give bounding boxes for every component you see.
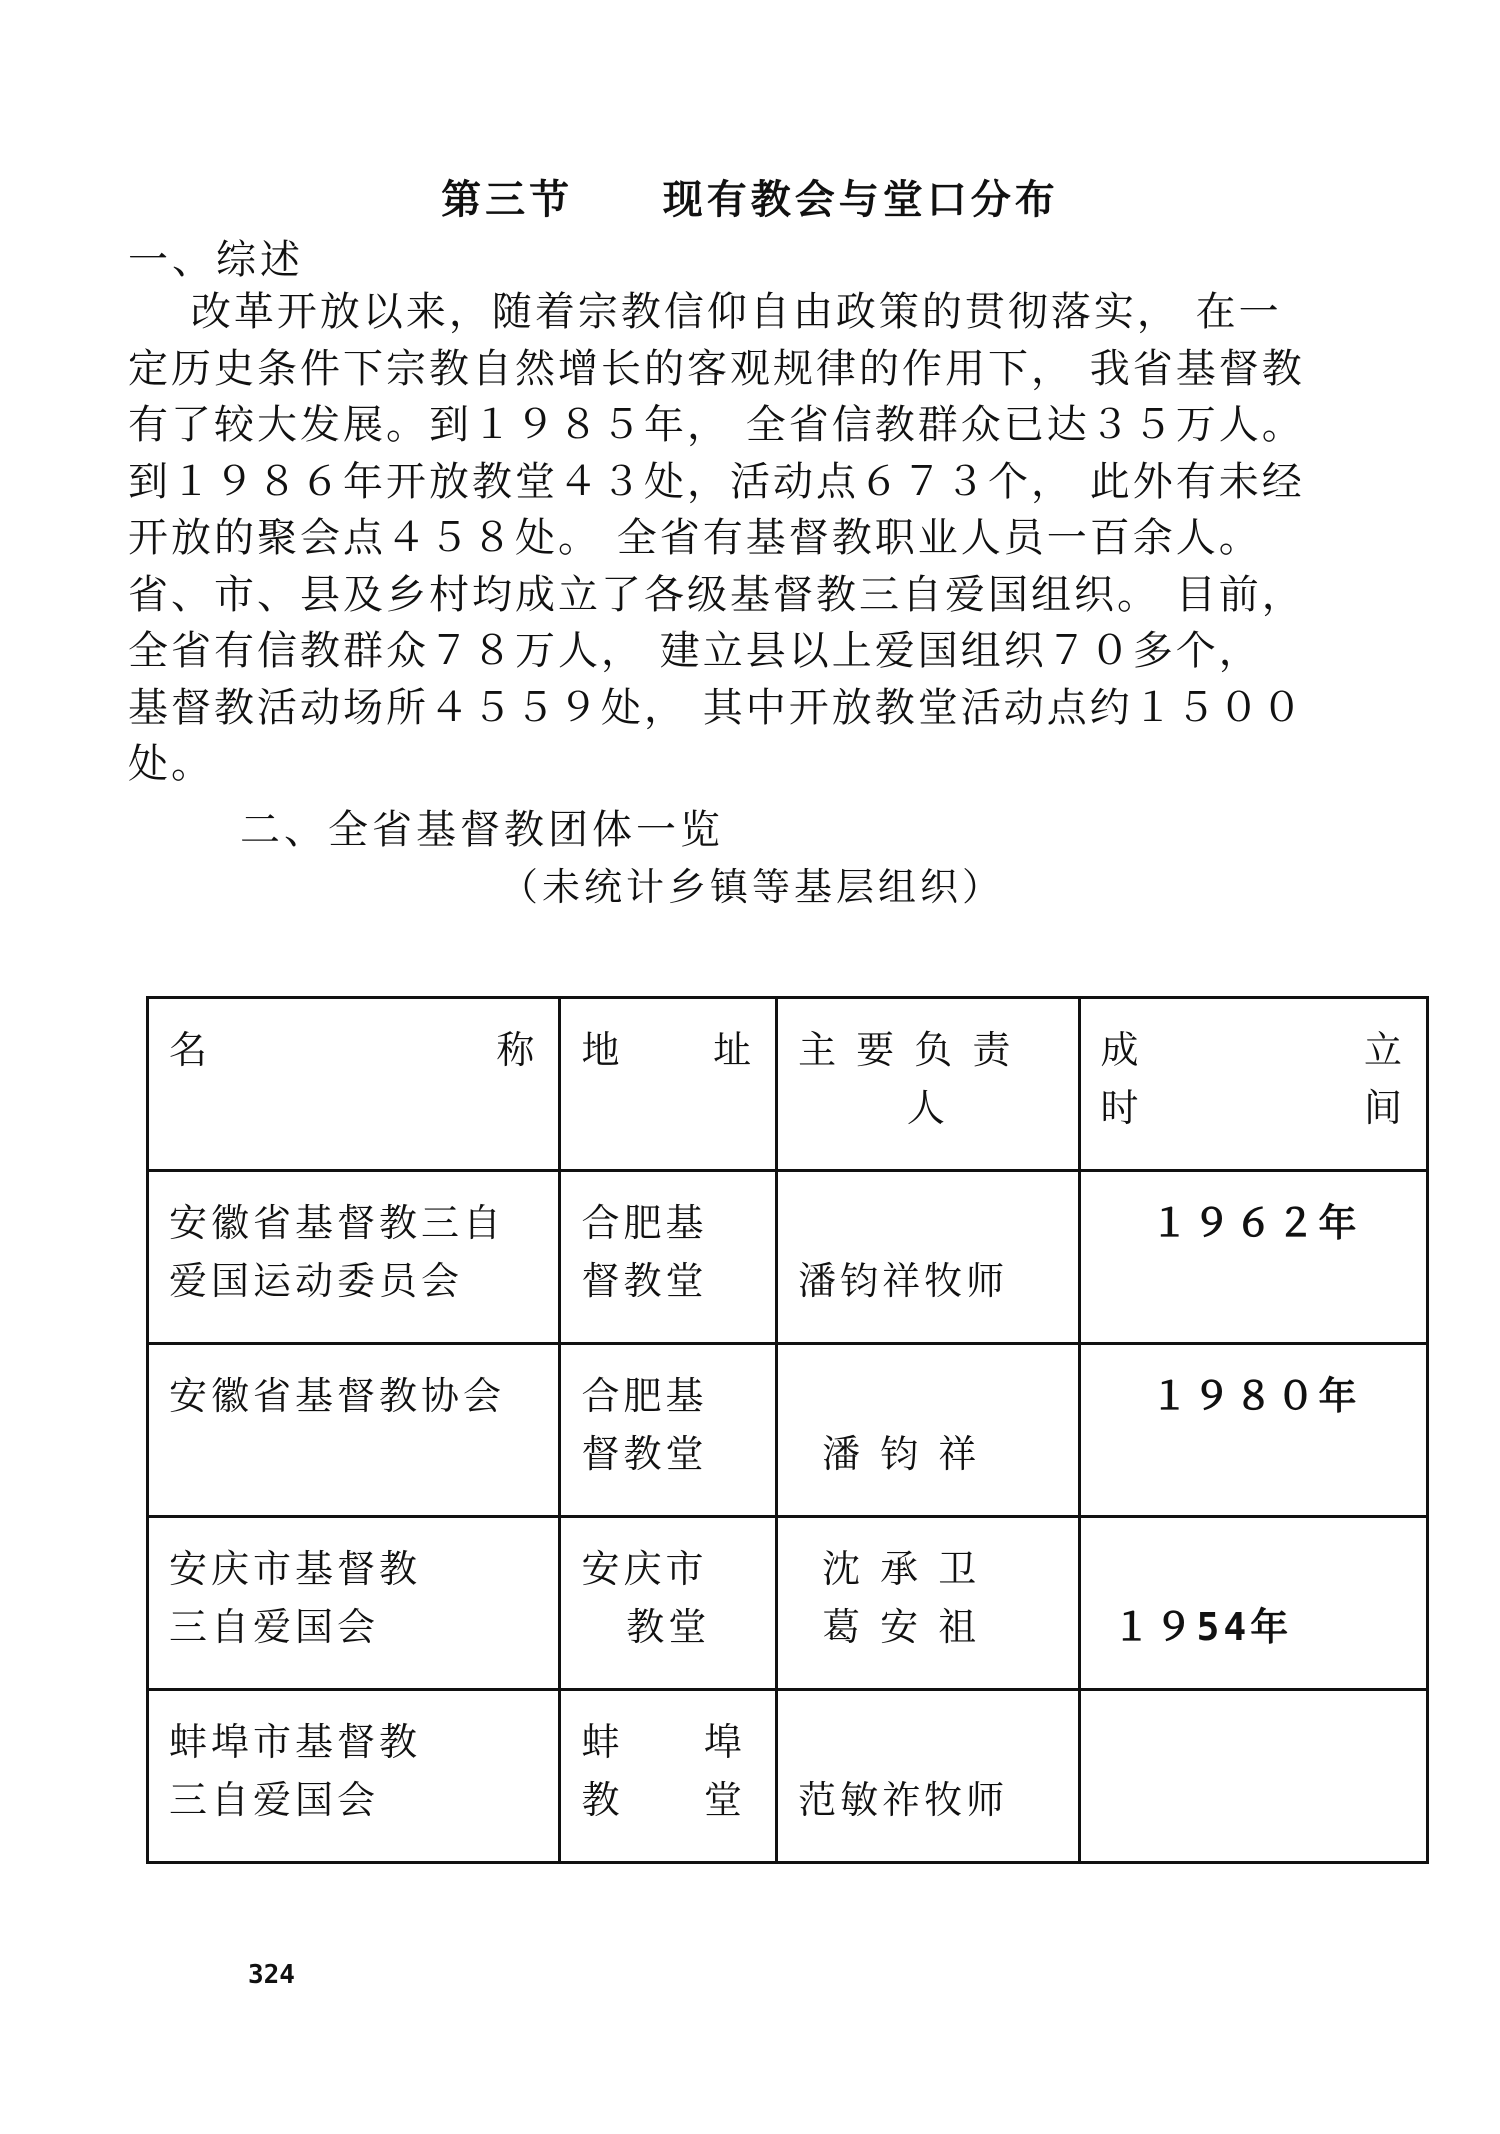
header-leader-line-1: 主 要 负 责 bbox=[798, 1028, 1015, 1072]
cell-leader bbox=[777, 1344, 1079, 1517]
heading-organizations: 二、全省基督教团体一览 bbox=[240, 807, 724, 853]
paragraph-line: 处。 bbox=[128, 741, 214, 787]
cell-name-line-1: 安徽省基督教协会 bbox=[169, 1374, 506, 1418]
page-number: 324 bbox=[248, 1960, 295, 1990]
paragraph-line: 开放的聚会点４５８处。 全省有基督教职业人员一百余人。 bbox=[128, 515, 1262, 561]
cell-name bbox=[148, 1517, 560, 1690]
cell-address bbox=[560, 1690, 777, 1863]
organizations-table bbox=[146, 996, 1429, 1864]
cell-leader-line-2: 潘钧祥牧师 bbox=[798, 1259, 1009, 1303]
header-name bbox=[148, 998, 560, 1171]
paragraph-line: 省、市、县及乡村均成立了各级基督教三自爱国组织。 目前， bbox=[128, 571, 1305, 618]
cell-founded-line-2 bbox=[1101, 1771, 1406, 1829]
cell-address-line-2: 督教堂 bbox=[581, 1259, 708, 1303]
table-row bbox=[148, 1517, 1428, 1690]
cell-address-line-2: 教堂 bbox=[626, 1605, 711, 1649]
cell-address-line-2: 督教堂 bbox=[581, 1432, 708, 1476]
header-address-b: 址 bbox=[713, 1028, 756, 1072]
cell-address-line-1: 蚌 埠 bbox=[581, 1720, 746, 1764]
paragraph-line: 全省有信教群众７８万人， 建立县以上爱国组织７０多个， bbox=[128, 628, 1262, 674]
paragraph-line: 改革开放以来，随着宗教信仰自由政策的贯彻落实， 在一 bbox=[128, 289, 1282, 335]
cell-founded-line-1: １９６２年 bbox=[1150, 1201, 1361, 1245]
cell-name-line-1: 安徽省基督教三自 bbox=[169, 1201, 506, 1245]
cell-name-line-1: 安庆市基督教 bbox=[169, 1547, 422, 1591]
header-founded-a1: 成 bbox=[1100, 1028, 1143, 1072]
cell-founded bbox=[1079, 1344, 1427, 1517]
cell-address bbox=[560, 1344, 777, 1517]
header-address bbox=[560, 998, 777, 1171]
table-header-row bbox=[148, 998, 1428, 1171]
header-founded bbox=[1079, 998, 1427, 1171]
cell-leader-line-1: 沈 承 卫 bbox=[822, 1547, 981, 1591]
cell-name bbox=[148, 1690, 560, 1863]
overview-paragraph bbox=[128, 284, 1373, 793]
cell-founded bbox=[1079, 1171, 1427, 1344]
cell-address-line-1: 合肥基 bbox=[581, 1374, 708, 1418]
cell-name-line-1: 蚌埠市基督教 bbox=[169, 1720, 422, 1764]
cell-leader-line-2: 潘 钧 祥 bbox=[822, 1432, 981, 1476]
cell-address bbox=[560, 1171, 777, 1344]
heading-overview: 一、综述 bbox=[128, 237, 304, 283]
cell-leader-line-1 bbox=[798, 1367, 1057, 1425]
section-title: 第三节 现有教会与堂口分布 bbox=[441, 177, 1059, 223]
cell-address-line-1: 合肥基 bbox=[581, 1201, 708, 1245]
paragraph-line: 基督教活动场所４５５９处， 其中开放教堂活动点约１５００ bbox=[128, 684, 1305, 731]
header-name-a: 名 bbox=[169, 1028, 212, 1072]
cell-address-line-1: 安庆市 bbox=[581, 1547, 708, 1591]
cell-founded bbox=[1079, 1690, 1427, 1863]
header-founded-b1: 时 bbox=[1100, 1086, 1143, 1130]
cell-leader-line-2: 葛 安 祖 bbox=[822, 1605, 981, 1649]
cell-name bbox=[148, 1171, 560, 1344]
table-row bbox=[148, 1171, 1428, 1344]
heading-organizations-note: （未统计乡镇等基层组织） bbox=[500, 865, 1005, 909]
header-name-b: 称 bbox=[496, 1028, 539, 1072]
paragraph-line: 到１９８６年开放教堂４３处，活动点６７３个， 此外有未经 bbox=[128, 458, 1305, 505]
cell-leader bbox=[777, 1171, 1079, 1344]
cell-leader bbox=[777, 1517, 1079, 1690]
table-row bbox=[148, 1690, 1428, 1863]
cell-founded-line-1 bbox=[1101, 1540, 1406, 1598]
cell-leader-line-1 bbox=[798, 1713, 1057, 1771]
header-address-a: 地 bbox=[581, 1028, 624, 1072]
cell-address bbox=[560, 1517, 777, 1690]
cell-founded-line-2: １９54年 bbox=[1112, 1605, 1293, 1649]
cell-name-line-2: 三自爱国会 bbox=[169, 1605, 380, 1649]
cell-founded-line-1: １９８０年 bbox=[1150, 1374, 1361, 1418]
cell-founded bbox=[1079, 1517, 1427, 1690]
cell-leader-line-1 bbox=[798, 1194, 1057, 1252]
cell-name bbox=[148, 1344, 560, 1517]
cell-founded-line-1 bbox=[1101, 1713, 1406, 1771]
paragraph-line: 定历史条件下宗教自然增长的客观规律的作用下， 我省基督教 bbox=[128, 345, 1305, 392]
header-leader bbox=[777, 998, 1079, 1171]
header-founded-b2: 间 bbox=[1363, 1086, 1406, 1130]
cell-leader-line-2: 范敏祚牧师 bbox=[798, 1778, 1009, 1822]
table-row bbox=[148, 1344, 1428, 1517]
cell-name-line-2: 爱国运动委员会 bbox=[169, 1259, 464, 1303]
cell-leader bbox=[777, 1690, 1079, 1863]
cell-address-line-2: 教 堂 bbox=[581, 1778, 746, 1822]
header-founded-a2: 立 bbox=[1363, 1028, 1406, 1072]
header-leader-line-2: 人 bbox=[906, 1086, 949, 1130]
paragraph-line: 有了较大发展。到１９８５年， 全省信教群众已达３５万人。 bbox=[128, 402, 1305, 448]
cell-name-line-2: 三自爱国会 bbox=[169, 1778, 380, 1822]
